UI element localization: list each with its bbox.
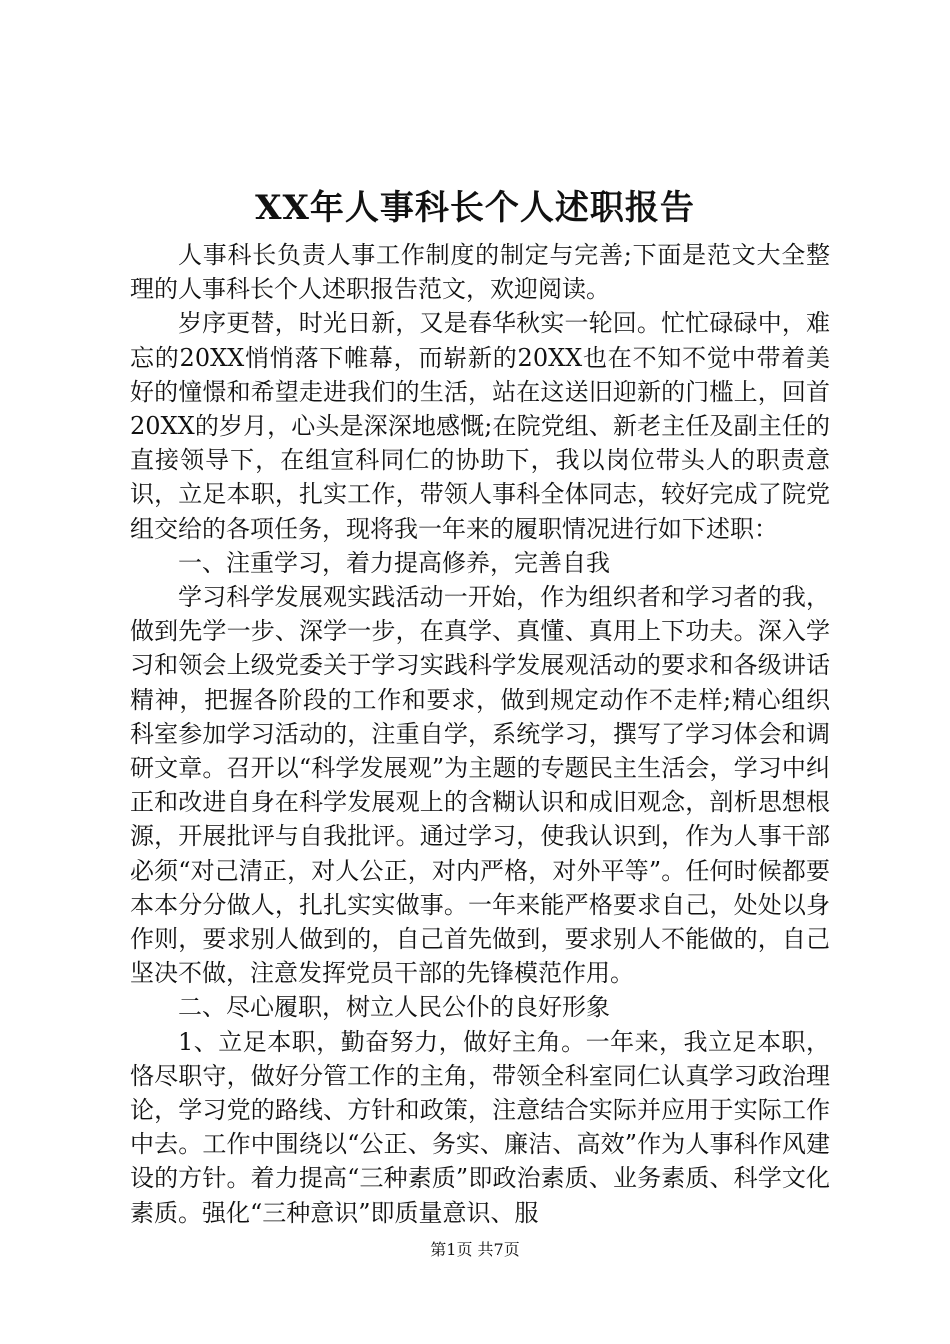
section-heading-2: 二、尽心履职，树立人民公仆的良好形象: [178, 993, 610, 1022]
paragraph-duty: 1、立足本职，勤奋努力，做好主角。一年来，我立足本职，恪尽职守，做好分管工作的主角，带领全科室同仁认真学习政治理论，学习党的路线、方针和政策，注意结合实际并应用于实际工作中去。工作中围绕以“公正、务实、廉洁、高效”作为人事科作风建设的方针。着力提高“三种素质”即政治素质、业务素质、科学文化素质。强化“三种意识”即质量意识、服: [130, 1027, 830, 1227]
paragraph-intro: 人事科长负责人事工作制度的制定与完善;下面是范文大全整理的人事科长个人述职报告范文，欢迎阅读。: [130, 241, 830, 304]
page-footer: 第1页 共7页: [430, 1240, 520, 1259]
paragraph-opening: 岁序更替，时光日新，又是春华秋实一轮回。忙忙碌碌中，难忘的20XX悄悄落下帷幕，而崭新的20XX也在不知不觉中带着美好的憧憬和希望走进我们的生活，站在这送旧迎新的门槛上，回首20XX的岁月，心头是深深地感慨;在院党组、新老主任及副主任的直接领导下，在组宣科同仁的协助下，我以岗位带头人的职责意识，立足本职，扎实工作，带领人事科全体同志，较好完成了院党组交给的各项任务，现将我一年来的履职情况进行如下述职：: [130, 309, 830, 543]
paragraph-study: 学习科学发展观实践活动一开始，作为组织者和学习者的我，做到先学一步、深学一步，在真学、真懂、真用上下功夫。深入学习和领会上级党委关于学习实践科学发展观活动的要求和各级讲话精神，把握各阶段的工作和要求，做到规定动作不走样;精心组织科室参加学习活动的，注重自学，系统学习，撰写了学习体会和调研文章。召开以“科学发展观”为主题的专题民主生活会，学习中纠正和改进自身在科学发展观上的含糊认识和成旧观念，剖析思想根源，开展批评与自我批评。通过学习，使我认识到，作为人事干部必须“对己清正，对人公正，对内严格，对外平等”。任何时候都要本本分分做人，扎扎实实做事。一年来能严格要求自己，处处以身作则，要求别人做到的，自己首先做到，要求别人不能做的，自己坚决不做，注意发挥党员干部的先锋模范作用。: [130, 583, 830, 988]
document-title: XX年人事科长个人述职报告: [255, 188, 695, 228]
section-heading-1: 一、注重学习，着力提高修养，完善自我: [178, 548, 610, 577]
document-body: [130, 238, 830, 1230]
